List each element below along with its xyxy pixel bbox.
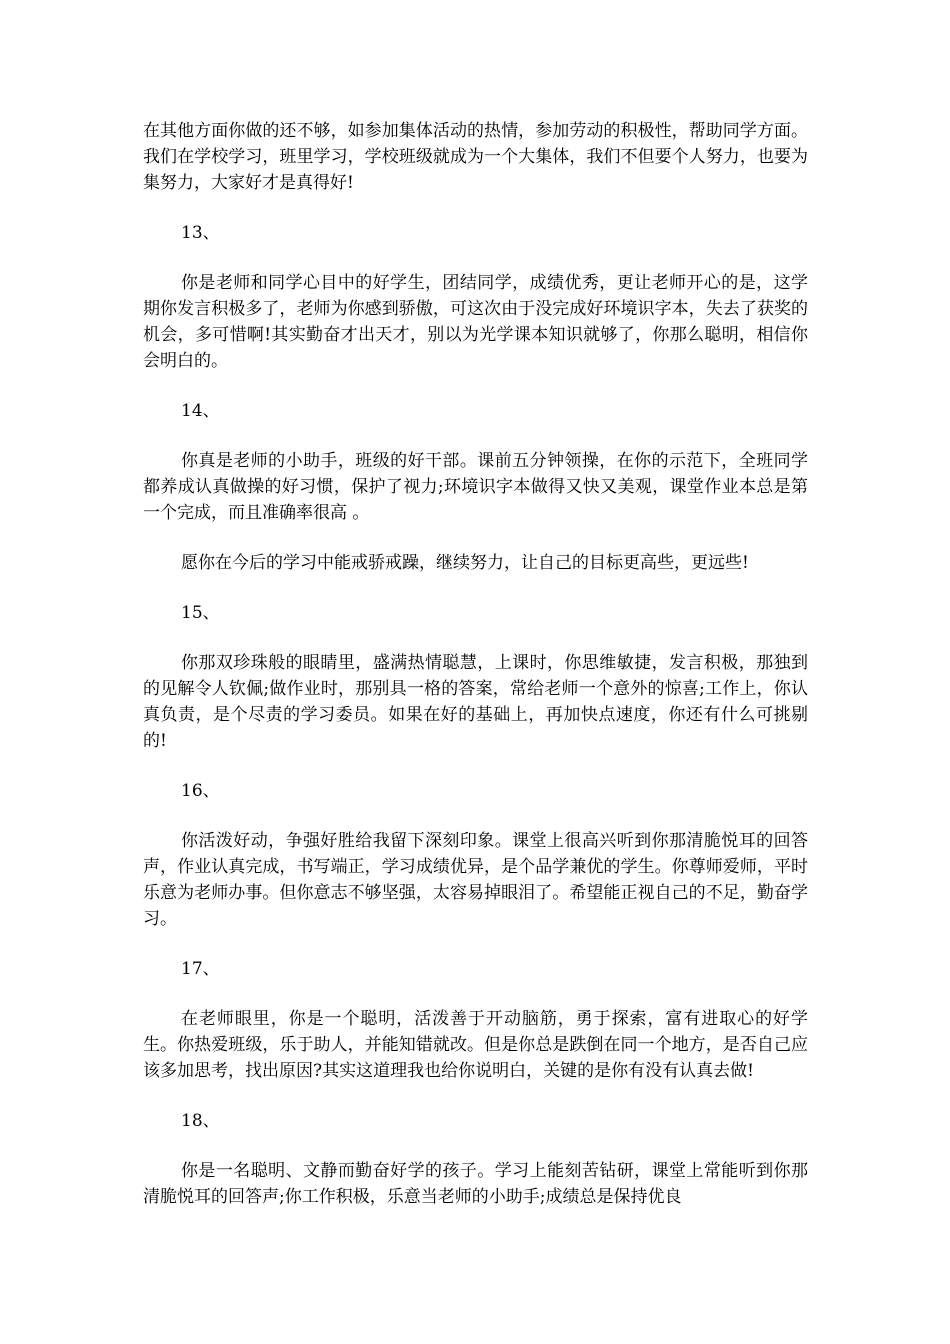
item-number-18: 18、 bbox=[181, 1111, 220, 1131]
comment-14: 你真是老师的小助手，班级的好干部。课前五分钟领操，在你的示范下，全班同学都养成认真做操的好习惯，保护了视力;环境识字本做得又快又美观，课堂作业本总是第一个完成，而且准确率很高 。 bbox=[143, 451, 808, 523]
comment-18: 你是一名聪明、文静而勤奋好学的孩子。学习上能刻苦钻研，课堂上常能听到你那清脆悦耳的回答声;你工作积极，乐意当老师的小助手;成绩总是保持优良 bbox=[143, 1161, 808, 1207]
paragraph-intro: 在其他方面你做的还不够，如参加集体活动的热情，参加劳动的积极性，帮助同学方面。我们在学校学习，班里学习，学校班级就成为一个大集体，我们不但要个人努力，也要为集努力，大家好才是真得好! bbox=[143, 121, 808, 193]
item-number-14: 14、 bbox=[181, 401, 220, 421]
item-number-16: 16、 bbox=[181, 781, 220, 801]
comment-13: 你是老师和同学心目中的好学生，团结同学，成绩优秀，更让老师开心的是，这学期你发言积极多了，老师为你感到骄傲，可这次由于没完成好环境识字本，失去了获奖的机会，多可惜啊!其实勤奋才出天才，别以为光学课本知识就够了，你那么聪明，相信你会明白的。 bbox=[143, 273, 808, 371]
item-number-15: 15、 bbox=[181, 603, 220, 623]
document-body bbox=[143, 118, 808, 1234]
comment-15: 你那双珍珠般的眼睛里，盛满热情聪慧，上课时，你思维敏捷，发言积极，那独到的见解令人钦佩;做作业时，那别具一格的答案，常给老师一个意外的惊喜;工作上，你认真负责，是个尽责的学习委员。如果在好的基础上，再加快点速度，你还有什么可挑剔的! bbox=[143, 653, 808, 751]
comment-14-wish: 愿你在今后的学习中能戒骄戒躁，继续努力，让自己的目标更高些，更远些! bbox=[181, 553, 749, 573]
comment-16: 你活泼好动，争强好胜给我留下深刻印象。课堂上很高兴听到你那清脆悦耳的回答声，作业认真完成，书写端正，学习成绩优异，是个品学兼优的学生。你尊师爱师，平时乐意为老师办事。但你意志不够坚强，太容易掉眼泪了。希望能正视自己的不足，勤奋学习。 bbox=[143, 831, 808, 929]
item-number-13: 13、 bbox=[181, 223, 220, 243]
comment-17: 在老师眼里，你是一个聪明，活泼善于开动脑筋，勇于探索，富有进取心的好学生。你热爱班级，乐于助人，并能知错就改。但是你总是跌倒在同一个地方，是否自己应该多加思考，找出原因?其实这道理我也给你说明白，关键的是你有没有认真去做! bbox=[143, 1009, 808, 1081]
item-number-17: 17、 bbox=[181, 959, 220, 979]
